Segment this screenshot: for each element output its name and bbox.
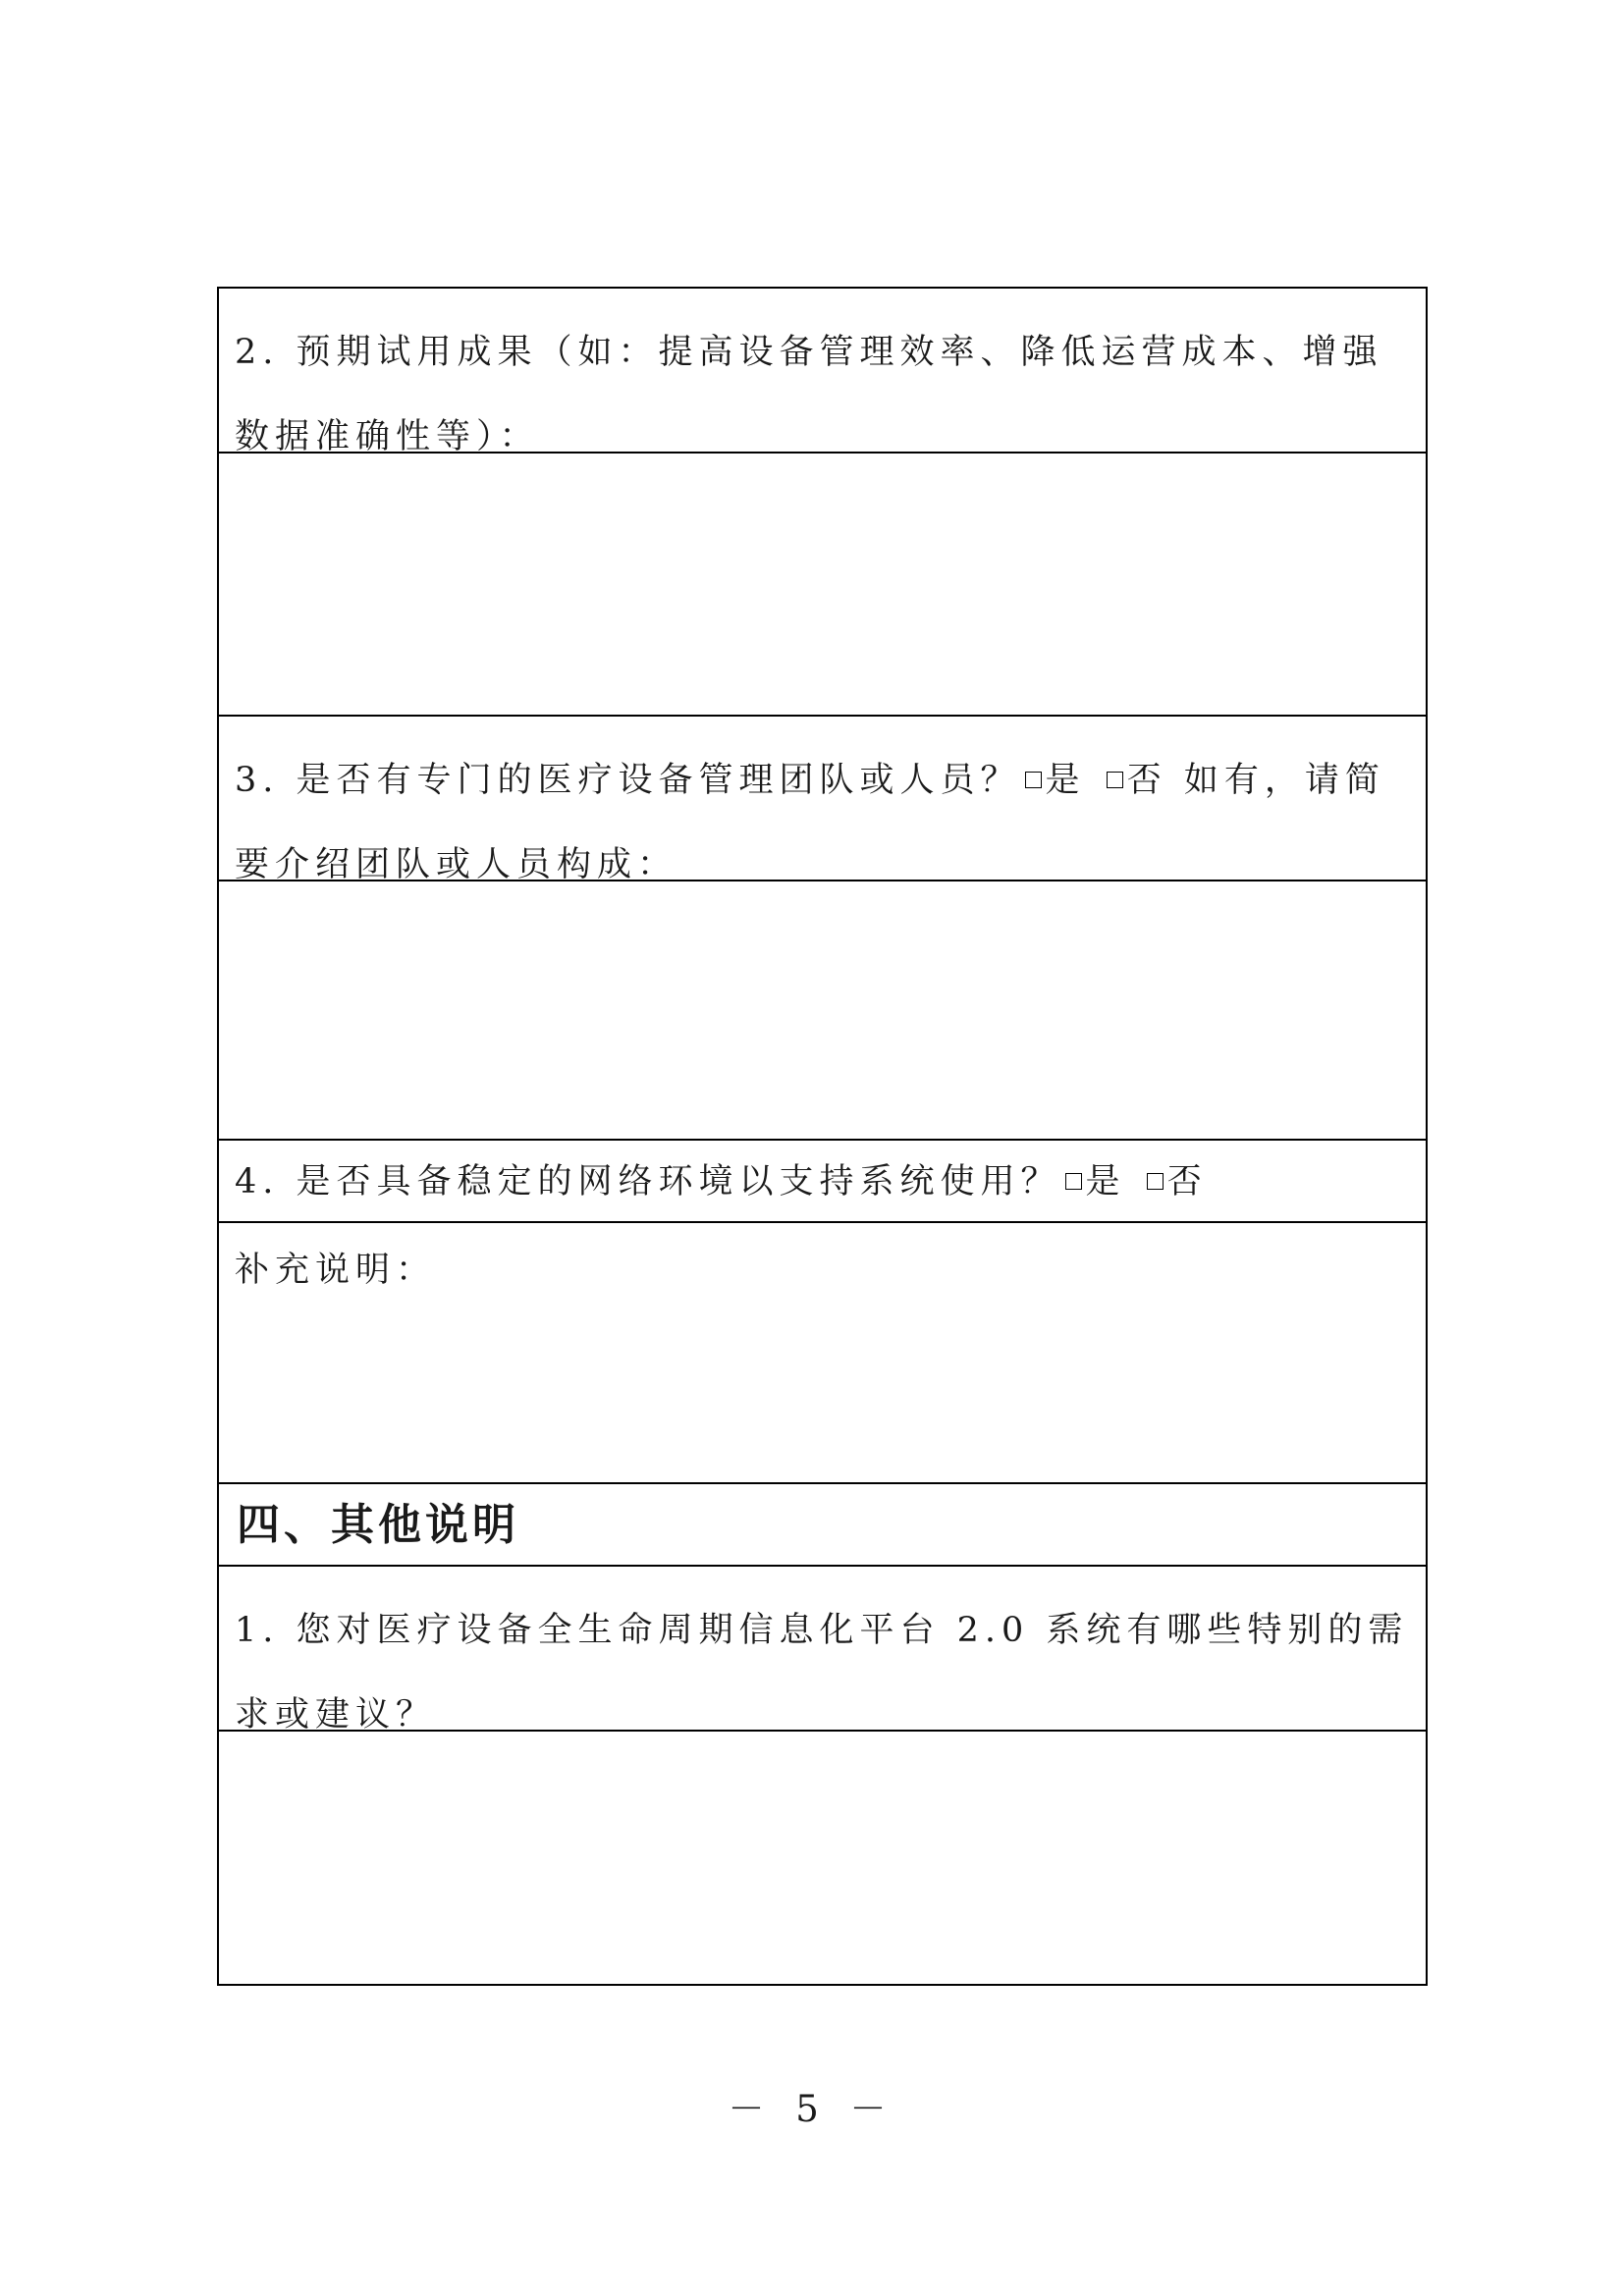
- question-2: [219, 289, 1426, 454]
- section-4-question-1-text: 1. 您对医疗设备全生命周期信息化平台 2.0 系统有哪些特别的需求或建议？: [235, 1611, 1409, 1735]
- supplement-box[interactable]: [219, 1223, 1426, 1484]
- question-4: [219, 1141, 1426, 1223]
- section-heading: [219, 1484, 1426, 1567]
- answer-box-section-4[interactable]: [219, 1732, 1426, 1984]
- section-4-question-1: [219, 1567, 1426, 1735]
- yes-checkbox[interactable]: [1065, 1173, 1082, 1190]
- yes-checkbox[interactable]: [1025, 772, 1042, 788]
- answer-box-3[interactable]: [219, 881, 1426, 1141]
- question-3-text: 3. 是否有专门的医疗设备管理团队或人员？: [235, 761, 1021, 800]
- no-checkbox[interactable]: [1107, 772, 1123, 788]
- yes-label: 是: [1045, 761, 1086, 800]
- yes-label: 是: [1085, 1162, 1126, 1201]
- no-label: 否: [1166, 1162, 1208, 1201]
- no-checkbox[interactable]: [1147, 1173, 1164, 1190]
- supplement-label: 补充说明：: [235, 1251, 437, 1290]
- answer-box-2[interactable]: [219, 454, 1426, 717]
- question-3: [219, 717, 1426, 884]
- question-3-followup: 如有，请简要介绍团队或人员构成：: [235, 761, 1385, 884]
- questionnaire-table: [217, 287, 1428, 1986]
- question-4-text: 4. 是否具备稳定的网络环境以支持系统使用？: [235, 1162, 1061, 1201]
- no-label: 否: [1126, 761, 1167, 800]
- page-number: － 5 －: [728, 2088, 896, 2130]
- section-title: 四、其他说明: [237, 1500, 519, 1550]
- question-2-text: 2. 预期试用成果（如：提高设备管理效率、降低运营成本、增强数据准确性等）：: [235, 333, 1383, 456]
